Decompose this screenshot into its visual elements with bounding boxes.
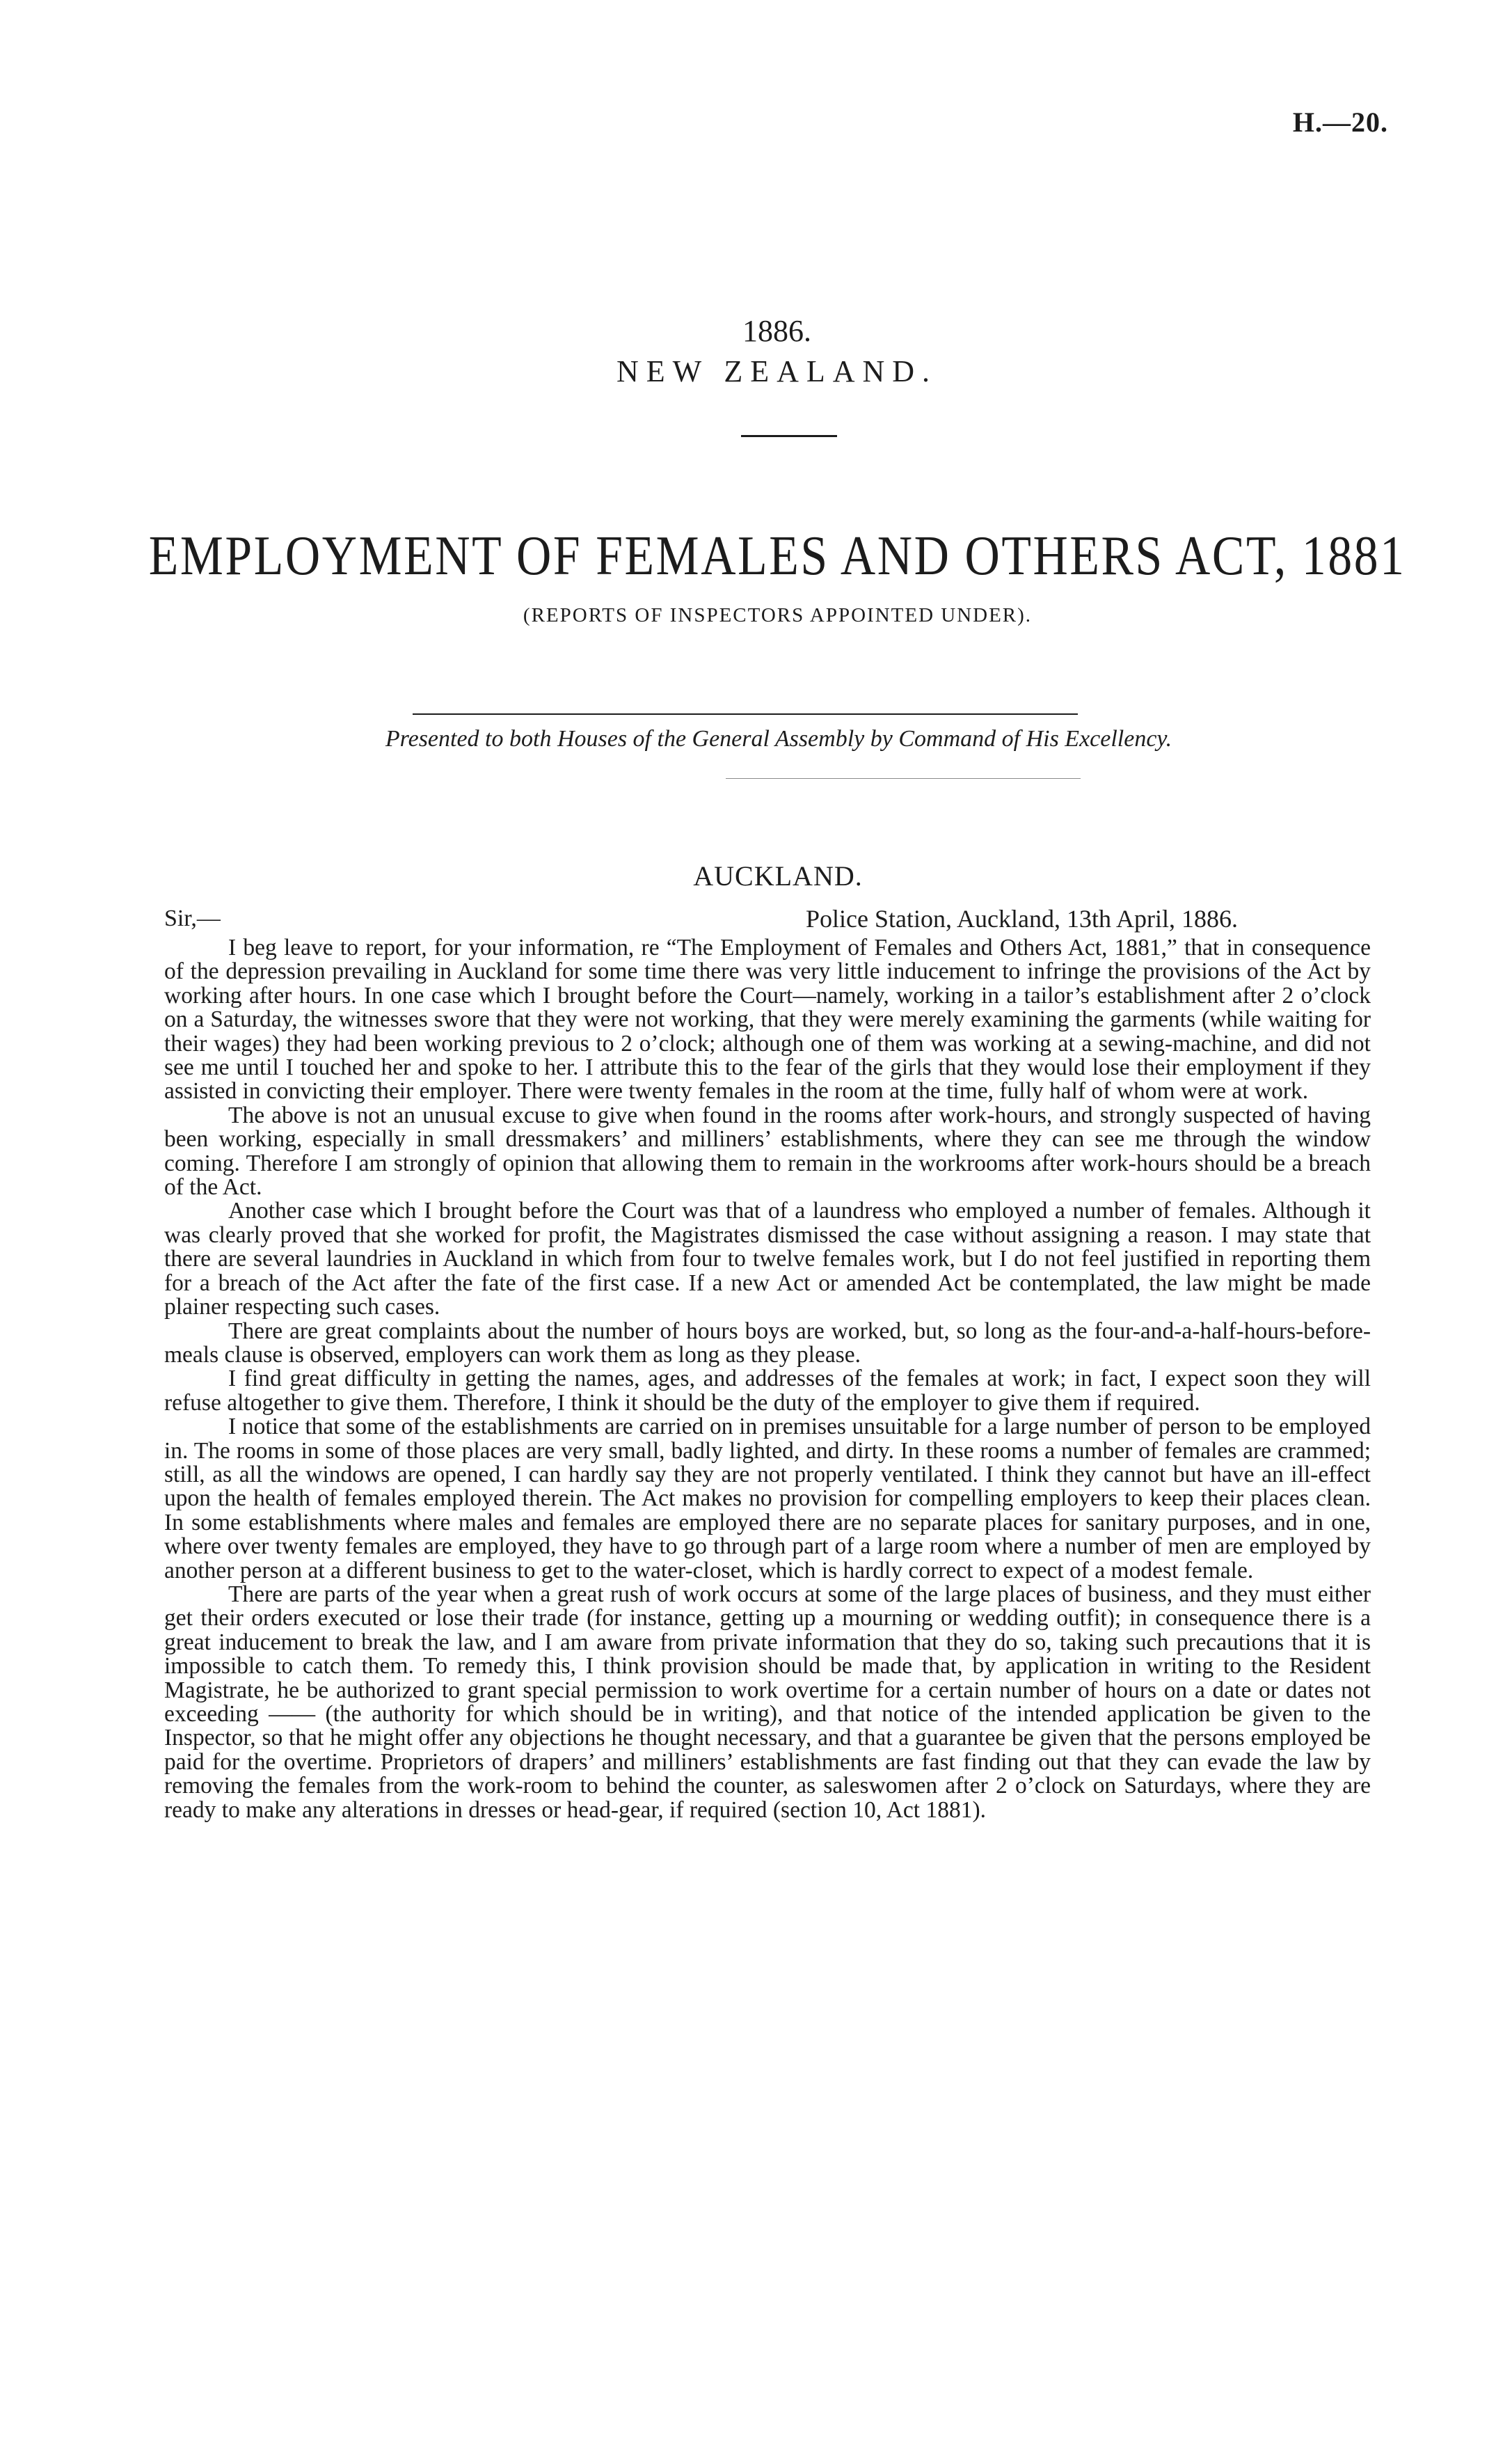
paragraph: I find great difficulty in getting the names, ages, and addresses of the females at work; in fact, I expect soon they will refuse altogether to give them. Therefore, I think it should be the duty of the employer to give them if required. (164, 1366, 1371, 1416)
presented-line: Presented to both Houses of the General Assembly by Command of His Excellency. (385, 726, 1172, 752)
paragraph: There are great complaints about the number of hours boys are worked, but, so long as the four-and-a-half-hours-before-meals clause is observed, employers can work them as long as they please. (164, 1318, 1371, 1368)
document-subtitle: (REPORTS OF INSPECTORS APPOINTED UNDER). (523, 604, 1033, 626)
document-year: 1886. (742, 314, 811, 348)
presented-underline (726, 778, 1081, 779)
paragraph: I beg leave to report, for your information, re “The Employment of Females and Others Act, 1881,” that in consequence of the depression prevailing in Auckland for some time there was very little inducement to infringe the provisions of the Act by working after hours. In one case which I brought before the Court—namely, working in a tailor’s establishment after 2 o’clock on a Saturday, the witnesses swore that they were not working, that they were merely examining the garments (while waiting for their wages) they had been working previous to 2 o’clock; although one of them was working at a sewing-machine, and did not see me until I touched her and spoke to her. I attribute this to the fear of the girls that they would lose their employment if they assisted in convicting their employer. There were twenty females in the room at the time, fully half of whom were at work. (164, 935, 1371, 1105)
title-divider (741, 435, 837, 437)
presented-divider (413, 713, 1078, 715)
salutation: Sir,— (164, 906, 221, 931)
paragraph: Another case which I brought before the Court was that of a laundress who employed a number of females. Although it was clearly proved that she worked for profit, the Magistrates dismissed the case without assigning a reason. I may state that there are several laundries in Auckland in which from four to twelve females work, but I do not feel justified in reporting them for a breach of the Act after the fate of the first case. If a new Act or amended Act be contemplated, the law might be made plainer respecting such cases. (164, 1198, 1371, 1320)
paragraph: The above is not an unusual excuse to give when found in the rooms after work-hours, and strongly suspected of having been working, especially in small dressmakers’ and milliners’ establishments, where they can see me through the window coming. Therefore I am strongly of opinion that allowing them to remain in the workrooms after work-hours should be a breach of the Act. (164, 1102, 1371, 1201)
section-heading: AUCKLAND. (693, 860, 863, 892)
page-reference: H.—20. (1292, 106, 1388, 138)
paragraph: I notice that some of the establishments are carried on in premises unsuitable for a large number of person to be employed in. The rooms in some of those places are very small, badly lighted, and dirty. In these rooms a number of females are crammed; still, as all the windows are opened, I can hardly say they are not properly ventilated. I think they cannot but have an ill-effect upon the health of females employed therein. The Act makes no provision for compelling employers to keep their places clean. In some establishments where males and females are employed there are no separate places for sanitary purposes, and in one, where over twenty females are employed, they have to go through part of a large room where a number of men are employed by another person at a different business to get to the water-closet, which is hardly correct to expect of a modest female. (164, 1414, 1371, 1583)
country-heading: NEW ZEALAND. (616, 354, 938, 388)
letter-body (164, 936, 1371, 1822)
document-title: EMPLOYMENT OF FEMALES AND OTHERS ACT, 1881 (148, 524, 1406, 587)
letter-dateline: Police Station, Auckland, 13th April, 1886. (806, 905, 1238, 933)
paragraph: There are parts of the year when a great rush of work occurs at some of the large places of business, and they must either get their orders executed or lose their trade (for instance, getting up a mourning or wedding outfit); in consequence there is a great inducement to break the law, and I am aware from private information that they do so, taking such precautions that it is impossible to catch them. To remedy this, I think provision should be made that, by application in writing to the Resident Magistrate, he be authorized to grant special permission to work overtime for a certain number of hours on a date or dates not exceeding —— (the authority for which should be in writing), and that notice of the intended application be given to the Inspector, so that he might offer any objections he thought necessary, and that a guarantee be given that the persons employed be paid for the overtime. Proprietors of drapers’ and milliners’ establishments are fast finding out that they can evade the law by removing the females from the work-room to behind the counter, as saleswomen after 2 o’clock on Saturdays, where they are ready to make any alterations in dresses or head-gear, if required (section 10, Act 1881). (164, 1581, 1371, 1823)
